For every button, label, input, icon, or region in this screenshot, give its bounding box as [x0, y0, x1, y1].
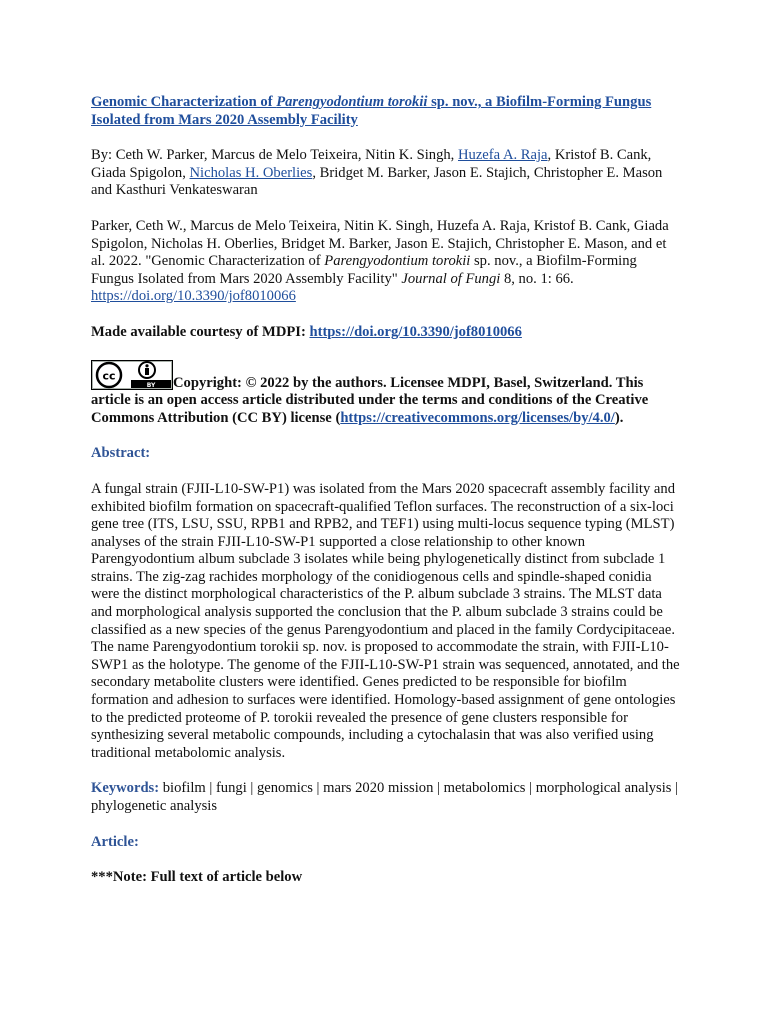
- keywords-label: Keywords:: [91, 780, 160, 797]
- citation: [91, 218, 681, 306]
- abstract-heading: Abstract:: [91, 445, 151, 462]
- citation-part3: 8, no. 1: 66.: [500, 270, 574, 287]
- license-statement: [91, 360, 681, 428]
- byline-suffix: , Bridget M. Barker, Jason E. Stajich, Christopher E. Mason and Kasthuri Venkateswaran: [91, 164, 663, 199]
- license-text2: ).: [614, 409, 624, 426]
- courtesy-line: [91, 324, 681, 342]
- citation-doi-link[interactable]: https://doi.org/10.3390/jof8010066: [91, 288, 296, 305]
- keywords: [91, 780, 681, 815]
- title-link-italic[interactable]: Parengyodontium torokii: [276, 94, 428, 110]
- citation-part2: sp. nov., a Biofilm-Forming Fungus Isolated from Mars 2020 Assembly Facility": [91, 253, 637, 287]
- courtesy-label: Made available courtesy of MDPI:: [91, 323, 310, 340]
- author-link-raja[interactable]: Huzefa A. Raja: [457, 147, 548, 164]
- full-text-note: ***Note: Full text of article below: [91, 869, 303, 886]
- title-link-part2[interactable]: sp. nov., a Biofilm-Forming Fungus Isolated from Mars 2020 Assembly Facility: [91, 94, 652, 128]
- citation-journal: Journal of Fungi: [401, 270, 501, 287]
- courtesy-doi-link[interactable]: https://doi.org/10.3390/jof8010066: [309, 323, 522, 340]
- abstract-body: A fungal strain (FJII-L10-SW-P1) was isolated from the Mars 2020 spacecraft assembly facility and exhibited biofilm formation on spacecraft-qualified Teflon surfaces. The reconstruction of a six-loci gene tree (ITS, LSU, SSU, RPB1 and RPB2, and TEF1) using multi-locus sequence typing (MLST) analyses of the strain FJII-L10-SW-P1 supported a close relationship to other known Parengyodontium album subclade 3 isolates while being phylogenetically distinct from subclade 1 strains. The zig-zag rachides morphology of the conidiogenous cells and spindle-shaped conidia were the distinct morphological characteristics of the P. album subclade 3 strains. The MLST data and morphological analysis supported the conclusion that the P. album subclade 3 strains could be classified as a new species of the genus Parengyodontium and placed in the family Cordycipitaceae. The name Parengyodontium torokii sp. nov. is proposed to accommodate the strain, with FJII-L10-SWP1 as the holotype. The genome of the FJII-L10-SW-P1 strain was sequenced, annotated, and the secondary metabolite clusters were identified. Genes predicted to be responsible for biofilm formation and adhesion to surfaces were identified. Homology-based assignment of gene ontologies to the predicted proteome of P. torokii revealed the presence of gene clusters responsible for synthesizing several metabolic compounds, including a cytochalasin that was also verified using traditional metabolomic analysis.: [91, 480, 680, 761]
- article-heading: Article:: [91, 833, 139, 850]
- cc-badge-label: cc: [102, 369, 116, 383]
- license-link[interactable]: https://creativecommons.org/licenses/by/4.0/: [340, 409, 615, 426]
- author-link-oberlies[interactable]: Nicholas H. Oberlies: [189, 164, 313, 181]
- license-text1: Copyright: © 2022 by the authors. Licensee MDPI, Basel, Switzerland. This article is an open access article distributed under the terms and conditions of the Creative Commons Attribution (CC BY) license (: [91, 374, 649, 426]
- document-page: [91, 94, 681, 905]
- title-link-part1[interactable]: Genomic Characterization of: [91, 94, 277, 110]
- byline-prefix: By: Ceth W. Parker, Marcus de Melo Teixeira, Nitin K. Singh,: [91, 147, 458, 164]
- article-title: [91, 94, 681, 129]
- keywords-text: biofilm | fungi | genomics | mars 2020 mission | metabolomics | morphological analysis | phylogenetic analysis: [91, 780, 679, 814]
- by-badge-label: BY: [146, 381, 156, 389]
- cc-by-license-icon[interactable]: [91, 360, 173, 390]
- citation-part1: Parker, Ceth W., Marcus de Melo Teixeira, Nitin K. Singh, Huzefa A. Raja, Kristof B. Cank, Giada Spigolon, Nicholas H. Oberlies, Bridget M. Barker, Jason E. Stajich, Christopher E. Mason, and et al. 2022. "Genomic Characterization of: [91, 217, 669, 270]
- byline: [91, 147, 681, 200]
- byline-mid: , Kristof B. Cank, Giada Spigolon,: [91, 147, 652, 181]
- citation-species: Parengyodontium torokii: [324, 253, 471, 270]
